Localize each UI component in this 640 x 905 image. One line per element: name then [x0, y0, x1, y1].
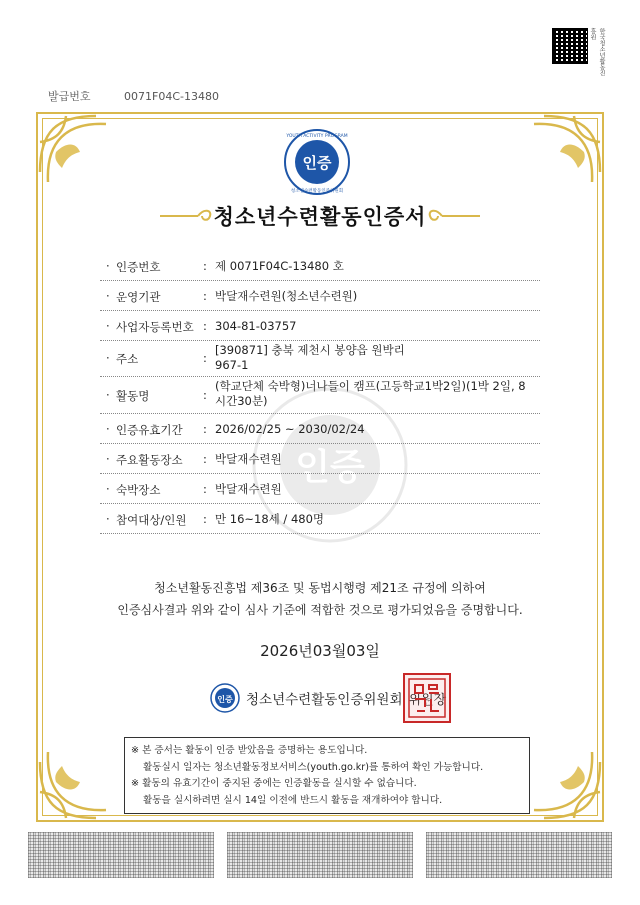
security-barcodes [28, 832, 612, 880]
qr-caption: 한국청소년활동진흥원 [589, 28, 605, 76]
statement-line-2: 인증심사결과 위와 같이 심사 기준에 적합한 것으로 평가되었음을 증명합니다. [117, 603, 523, 617]
certification-statement [60, 577, 580, 621]
row-validity-period: · 인증유효기간 : 2026/02/25 ~ 2030/02/24 [100, 413, 540, 444]
qr-code [552, 28, 605, 76]
row-value: 2026/02/25 ~ 2030/02/24 [215, 422, 365, 436]
row-certification-number: · 인증번호 : 제 0071F04C-13480 호 [100, 250, 540, 281]
row-label: 인증번호 [116, 260, 161, 274]
certification-logo-icon [283, 128, 351, 196]
official-seal-icon [403, 673, 451, 723]
row-label: 인증유효기간 [116, 423, 183, 437]
row-main-location: · 주요활동장소 : 박달재수련원 [100, 443, 540, 474]
row-value: 박달재수련원(청소년수련원) [215, 289, 358, 303]
row-value: 만 16~18세 / 480명 [215, 512, 325, 526]
row-label: 주요활동장소 [116, 453, 183, 467]
issue-number [48, 88, 219, 104]
logo-ring-top: YOUTH ACTIVITY PROGRAM [286, 134, 348, 139]
svg-text:인증: 인증 [217, 695, 233, 704]
row-value: 제 0071F04C-13480 호 [215, 259, 344, 273]
logo-ring-bottom: 청소년수련활동인증위원회 [290, 189, 344, 194]
committee-name: 청소년수련활동인증위원회 [246, 692, 403, 708]
notice-line: ※ 본 증서는 활동이 인증 받았음을 증명하는 용도입니다. [131, 745, 368, 756]
qr-code-icon [552, 28, 588, 64]
certificate-title: 청소년수련활동인증서 [213, 205, 427, 229]
notice-line: 활동을 실시하려면 실시 14일 이전에 반드시 활동을 재개하여야 합니다. [143, 794, 443, 806]
title-ornament-left-icon [158, 206, 214, 226]
barcode-icon [28, 832, 214, 878]
issue-number-label: 발급번호 [48, 90, 91, 103]
row-label: 운영기관 [116, 290, 161, 304]
title-row [140, 200, 500, 232]
title-ornament-right-icon [426, 206, 482, 226]
row-label: 숙박장소 [116, 483, 161, 497]
notice-line: 활동실시 일자는 청소년활동정보서비스(youth.go.kr)를 통하여 확인 가능합니다. [143, 761, 484, 773]
row-value: 304-81-03757 [215, 319, 297, 333]
issue-number-value: 0071F04C-13480 [124, 90, 219, 103]
barcode-icon [426, 832, 612, 878]
notice-line: ※ 활동의 유효기간이 중지된 중에는 인증활동을 실시할 수 없습니다. [131, 778, 417, 789]
row-value: (학교단체 숙박형)너나들이 캠프(고등학교1박2일)(1박 2일, 8 시간30분) [215, 379, 526, 408]
committee-logo-icon [210, 683, 240, 713]
notice-box [124, 737, 530, 814]
row-value: [390871] 충북 제천시 봉양읍 원박리 967-1 [215, 343, 405, 372]
corner-ornament-icon [494, 112, 604, 222]
barcode-icon [227, 832, 413, 878]
row-label: 참여대상/인원 [116, 513, 187, 527]
row-value: 박달재수련원 [215, 482, 282, 496]
row-value: 박달재수련원 [215, 452, 282, 466]
issue-date: 2026년03월03일 [260, 642, 380, 660]
row-activity-name: · 활동명 : (학교단체 숙박형)너나들이 캠프(고등학교1박2일)(1박 2일, 8 시간30분) [100, 376, 540, 414]
row-business-number: · 사업자등록번호 : 304-81-03757 [100, 310, 540, 341]
row-operating-org: · 운영기관 : 박달재수련원(청소년수련원) [100, 280, 540, 311]
row-label: 주소 [116, 352, 139, 366]
row-address: · 주소 : [390871] 충북 제천시 봉양읍 원박리 967-1 [100, 340, 540, 377]
statement-line-1: 청소년활동진흥법 제36조 및 동법시행령 제21조 규정에 의하여 [154, 581, 486, 595]
svg-text:인증: 인증 [295, 447, 365, 488]
row-label: 사업자등록번호 [116, 320, 194, 334]
committee-chair-title: 위원장 [408, 692, 447, 708]
logo-center-text: 인증 [302, 154, 332, 172]
row-participants: · 참여대상/인원 : 만 16~18세 / 480명 [100, 503, 540, 534]
row-label: 활동명 [116, 389, 150, 403]
row-lodging-location: · 숙박장소 : 박달재수련원 [100, 473, 540, 504]
corner-ornament-icon [36, 112, 146, 222]
